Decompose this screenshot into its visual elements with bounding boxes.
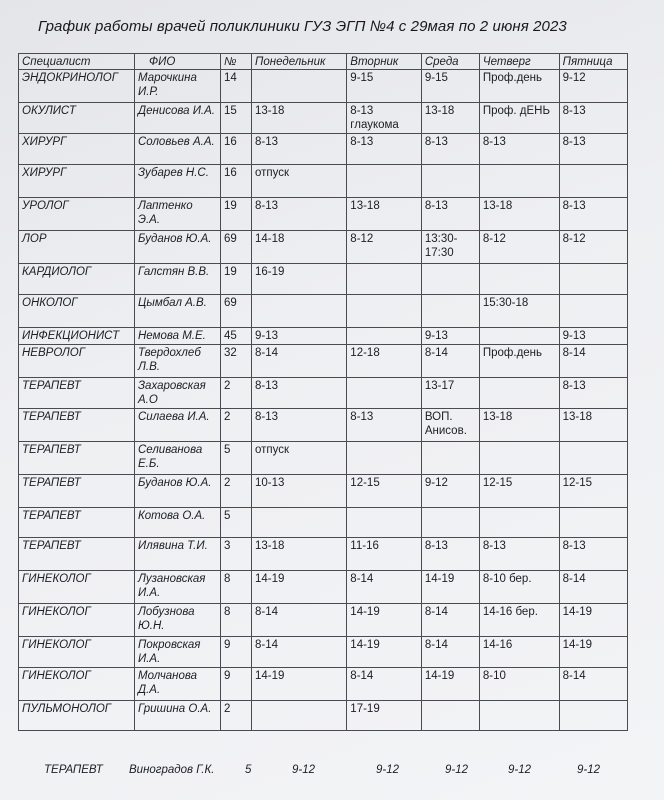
footer-name: Виноградов Г.К. [129, 764, 215, 776]
cell-friday [559, 295, 627, 328]
cell-number: 32 [220, 345, 251, 378]
cell-monday [252, 701, 347, 731]
cell-tuesday [347, 264, 422, 295]
cell-number: 8 [220, 604, 251, 637]
cell-specialty: ИНФЕКЦИОНИСТ [19, 328, 135, 345]
cell-wednesday: 9-12 [421, 475, 479, 508]
cell-friday: 12-15 [559, 475, 627, 508]
cell-thursday: 8-13 [479, 538, 559, 571]
cell-name: Зубарев Н.С. [135, 165, 221, 198]
cell-name: Молчанова Д.А. [135, 668, 221, 701]
cell-monday: 13-18 [252, 103, 347, 134]
cell-specialty: КАРДИОЛОГ [19, 264, 135, 295]
table-row [19, 103, 628, 134]
cell-specialty: ТЕРАПЕВТ [19, 538, 135, 571]
table-row [19, 668, 628, 701]
cell-monday [252, 70, 347, 103]
cell-thursday: 13-18 [479, 409, 559, 442]
footer-thursday: 9-12 [508, 764, 532, 776]
cell-friday: 8-13 [559, 134, 627, 165]
cell-number: 45 [220, 328, 251, 345]
cell-friday: 14-19 [559, 637, 627, 668]
cell-thursday [479, 508, 559, 538]
cell-thursday [479, 701, 559, 731]
footer-row [0, 764, 664, 794]
cell-wednesday: 8-14 [421, 345, 479, 378]
cell-tuesday: 17-19 [347, 701, 422, 731]
table-row [19, 231, 628, 264]
cell-specialty: ЭНДОКРИНОЛОГ [19, 70, 135, 103]
cell-friday: 13-18 [559, 409, 627, 442]
table-row [19, 637, 628, 668]
cell-specialty: ГИНЕКОЛОГ [19, 604, 135, 637]
cell-friday: 8-13 [559, 103, 627, 134]
cell-number: 5 [220, 442, 251, 475]
cell-monday: 8-13 [252, 378, 347, 409]
cell-friday: 14-19 [559, 604, 627, 637]
cell-specialty: ОКУЛИСТ [19, 103, 135, 134]
table-row [19, 409, 628, 442]
header-wednesday: Среда [421, 54, 479, 70]
cell-friday: 8-13 [559, 198, 627, 231]
cell-name: Буданов Ю.А. [135, 475, 221, 508]
cell-thursday: Проф.день [479, 345, 559, 378]
cell-thursday [479, 264, 559, 295]
cell-tuesday: 12-15 [347, 475, 422, 508]
cell-number: 19 [220, 198, 251, 231]
cell-name: Лузановская И.А. [135, 571, 221, 604]
cell-thursday: 12-15 [479, 475, 559, 508]
footer-friday: 9-12 [577, 764, 601, 776]
table-row [19, 264, 628, 295]
cell-monday: 16-19 [252, 264, 347, 295]
cell-tuesday: 8-13 глаукома [347, 103, 422, 134]
cell-wednesday: 8-13 [421, 134, 479, 165]
cell-wednesday: 9-13 [421, 328, 479, 345]
cell-name: Марочкина И.Р. [135, 70, 221, 103]
cell-number: 69 [220, 231, 251, 264]
cell-thursday: 15:30-18 [479, 295, 559, 328]
cell-number: 5 [220, 508, 251, 538]
cell-wednesday: 14-19 [421, 571, 479, 604]
cell-number: 14 [220, 70, 251, 103]
cell-friday: 9-12 [559, 70, 627, 103]
cell-name: Денисова И.А. [135, 103, 221, 134]
cell-number: 69 [220, 295, 251, 328]
cell-friday [559, 264, 627, 295]
footer-specialty: ТЕРАПЕВТ [44, 764, 103, 776]
cell-friday: 8-14 [559, 668, 627, 701]
cell-monday: 10-13 [252, 475, 347, 508]
cell-thursday: 13-18 [479, 198, 559, 231]
footer-number: 5 [245, 764, 252, 776]
cell-wednesday: 13-17 [421, 378, 479, 409]
cell-specialty: ОНКОЛОГ [19, 295, 135, 328]
cell-specialty: ТЕРАПЕВТ [19, 378, 135, 409]
cell-number: 16 [220, 165, 251, 198]
cell-monday: 14-18 [252, 231, 347, 264]
cell-tuesday: 11-16 [347, 538, 422, 571]
cell-name: Немова М.Е. [135, 328, 221, 345]
cell-thursday: Проф. дЕНЬ [479, 103, 559, 134]
cell-wednesday [421, 295, 479, 328]
header-specialty: Специалист [19, 54, 135, 70]
cell-name: Силаева И.А. [135, 409, 221, 442]
cell-wednesday: 14-19 [421, 668, 479, 701]
cell-wednesday: 13-18 [421, 103, 479, 134]
cell-thursday [479, 378, 559, 409]
cell-tuesday [347, 165, 422, 198]
cell-specialty: УРОЛОГ [19, 198, 135, 231]
cell-tuesday: 9-15 [347, 70, 422, 103]
cell-friday: 9-13 [559, 328, 627, 345]
cell-monday: 8-13 [252, 409, 347, 442]
cell-thursday: 14-16 [479, 637, 559, 668]
cell-name: Селиванова Е.Б. [135, 442, 221, 475]
cell-number: 9 [220, 637, 251, 668]
table-row [19, 701, 628, 731]
cell-tuesday: 13-18 [347, 198, 422, 231]
cell-number: 15 [220, 103, 251, 134]
cell-monday: 8-14 [252, 345, 347, 378]
cell-tuesday [347, 328, 422, 345]
table-row [19, 442, 628, 475]
cell-number: 16 [220, 134, 251, 165]
schedule-table [18, 53, 628, 731]
cell-specialty: ТЕРАПЕВТ [19, 409, 135, 442]
cell-wednesday [421, 442, 479, 475]
cell-tuesday: 12-18 [347, 345, 422, 378]
cell-name: Лобузнова Ю.Н. [135, 604, 221, 637]
cell-specialty: ЛОР [19, 231, 135, 264]
table-row [19, 165, 628, 198]
cell-wednesday [421, 701, 479, 731]
table-row [19, 345, 628, 378]
cell-tuesday: 14-19 [347, 604, 422, 637]
cell-specialty: НЕВРОЛОГ [19, 345, 135, 378]
cell-monday: 13-18 [252, 538, 347, 571]
table-row [19, 538, 628, 571]
header-friday: Пятница [559, 54, 627, 70]
cell-monday: 14-19 [252, 668, 347, 701]
cell-tuesday: 14-19 [347, 637, 422, 668]
cell-thursday: 8-13 [479, 134, 559, 165]
cell-friday [559, 701, 627, 731]
cell-number: 2 [220, 378, 251, 409]
document-title: График работы врачей поликлиники ГУЗ ЭГП №4 с 29мая по 2 июня 2023 [38, 18, 567, 35]
cell-monday: 8-13 [252, 198, 347, 231]
cell-tuesday [347, 378, 422, 409]
cell-specialty: ГИНЕКОЛОГ [19, 571, 135, 604]
cell-thursday [479, 328, 559, 345]
cell-specialty: ТЕРАПЕВТ [19, 508, 135, 538]
cell-friday: 8-13 [559, 378, 627, 409]
cell-thursday: 14-16 бер. [479, 604, 559, 637]
cell-name: Котова О.А. [135, 508, 221, 538]
cell-name: Буданов Ю.А. [135, 231, 221, 264]
table-row [19, 378, 628, 409]
cell-wednesday [421, 165, 479, 198]
cell-wednesday [421, 508, 479, 538]
footer-tuesday: 9-12 [376, 764, 400, 776]
cell-monday [252, 295, 347, 328]
cell-specialty: ГИНЕКОЛОГ [19, 668, 135, 701]
table-row [19, 508, 628, 538]
table-row [19, 70, 628, 103]
cell-monday: 8-14 [252, 604, 347, 637]
footer-monday: 9-12 [292, 764, 316, 776]
cell-friday [559, 442, 627, 475]
table-row [19, 295, 628, 328]
header-number: № [220, 54, 251, 70]
cell-name: Лаптенко Э.А. [135, 198, 221, 231]
header-name: ФИО [135, 54, 221, 70]
cell-name: Илявина Т.И. [135, 538, 221, 571]
header-thursday: Четверг [479, 54, 559, 70]
cell-tuesday: 8-13 [347, 134, 422, 165]
header-row [19, 54, 628, 70]
cell-wednesday: 8-13 [421, 538, 479, 571]
cell-wednesday: 8-13 [421, 198, 479, 231]
cell-tuesday: 8-12 [347, 231, 422, 264]
cell-wednesday [421, 264, 479, 295]
cell-number: 9 [220, 668, 251, 701]
cell-monday: отпуск [252, 442, 347, 475]
table-row [19, 328, 628, 345]
cell-tuesday: 8-13 [347, 409, 422, 442]
footer-wednesday: 9-12 [445, 764, 469, 776]
cell-wednesday: 8-14 [421, 637, 479, 668]
cell-tuesday: 8-14 [347, 668, 422, 701]
schedule-body [19, 70, 628, 731]
cell-thursday: 8-12 [479, 231, 559, 264]
cell-number: 2 [220, 701, 251, 731]
cell-specialty: ПУЛЬМОНОЛОГ [19, 701, 135, 731]
cell-monday: 8-14 [252, 637, 347, 668]
table-row [19, 475, 628, 508]
cell-friday: 8-14 [559, 345, 627, 378]
cell-wednesday: ВОП. Анисов. [421, 409, 479, 442]
cell-number: 3 [220, 538, 251, 571]
cell-thursday [479, 442, 559, 475]
cell-monday [252, 508, 347, 538]
cell-name: Цымбал А.В. [135, 295, 221, 328]
cell-tuesday: 8-14 [347, 571, 422, 604]
cell-specialty: ГИНЕКОЛОГ [19, 637, 135, 668]
cell-number: 8 [220, 571, 251, 604]
header-monday: Понедельник [252, 54, 347, 70]
cell-monday: 14-19 [252, 571, 347, 604]
cell-monday: 9-13 [252, 328, 347, 345]
cell-name: Соловьев А.А. [135, 134, 221, 165]
cell-friday: 8-13 [559, 538, 627, 571]
cell-friday: 8-12 [559, 231, 627, 264]
cell-friday [559, 508, 627, 538]
cell-specialty: ХИРУРГ [19, 165, 135, 198]
cell-tuesday [347, 442, 422, 475]
cell-number: 2 [220, 475, 251, 508]
cell-thursday: Проф.день [479, 70, 559, 103]
cell-name: Гришина О.А. [135, 701, 221, 731]
table-row [19, 571, 628, 604]
cell-friday [559, 165, 627, 198]
cell-monday: 8-13 [252, 134, 347, 165]
cell-tuesday [347, 295, 422, 328]
cell-name: Галстян В.В. [135, 264, 221, 295]
cell-name: Захаровская А.О [135, 378, 221, 409]
cell-wednesday: 9-15 [421, 70, 479, 103]
cell-specialty: ТЕРАПЕВТ [19, 475, 135, 508]
cell-friday: 8-14 [559, 571, 627, 604]
cell-number: 2 [220, 409, 251, 442]
table-row [19, 198, 628, 231]
cell-name: Покровская И.А. [135, 637, 221, 668]
cell-specialty: ХИРУРГ [19, 134, 135, 165]
table-row [19, 604, 628, 637]
header-tuesday: Вторник [347, 54, 422, 70]
table-row [19, 134, 628, 165]
cell-tuesday [347, 508, 422, 538]
cell-name: Твердохлеб Л.В. [135, 345, 221, 378]
cell-thursday: 8-10 [479, 668, 559, 701]
cell-monday: отпуск [252, 165, 347, 198]
cell-specialty: ТЕРАПЕВТ [19, 442, 135, 475]
cell-thursday [479, 165, 559, 198]
cell-wednesday: 8-14 [421, 604, 479, 637]
cell-thursday: 8-10 бер. [479, 571, 559, 604]
cell-number: 19 [220, 264, 251, 295]
cell-wednesday: 13:30- 17:30 [421, 231, 479, 264]
